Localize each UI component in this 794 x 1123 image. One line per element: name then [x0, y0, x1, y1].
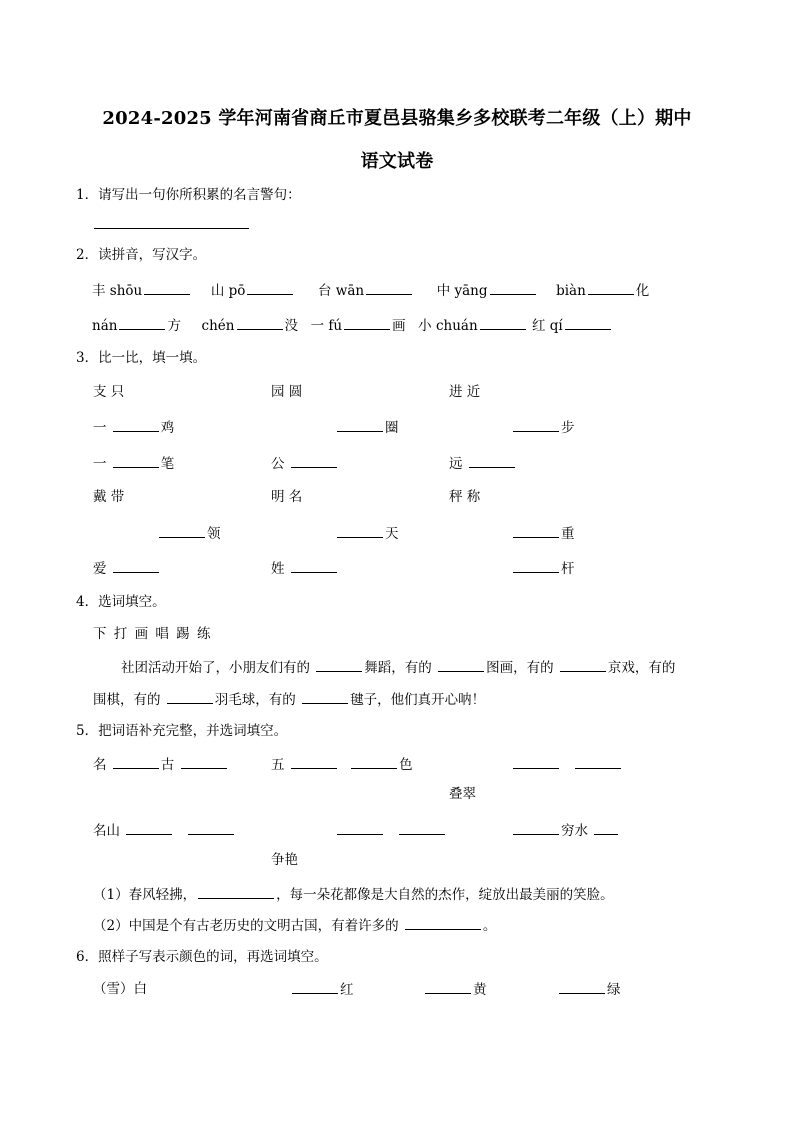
answer-blank[interactable] [469, 454, 515, 468]
pinyin-item: chén [201, 318, 235, 334]
answer-blank[interactable] [588, 281, 634, 295]
q3-pair: 秤 称 [449, 489, 481, 505]
pinyin-item: 没 [284, 318, 298, 334]
pinyin-item: 一 fú [310, 318, 343, 334]
q4-paragraph-line2: 围棋，有的 羽毛球，有的 毽子，他们真开心呐！ [93, 692, 486, 708]
answer-blank[interactable] [198, 885, 274, 899]
pinyin-item: 台 wān [318, 283, 365, 299]
q4-paragraph-line1: 社团活动开始了，小朋友们有的 舞蹈，有的 图画，有的 京戏，有的 [121, 660, 676, 676]
answer-blank[interactable] [513, 418, 559, 432]
answer-blank[interactable] [405, 916, 481, 930]
q4-word-bank: 下 打 画 唱 踢 练 [93, 626, 211, 642]
pinyin-item: 丰 shōu [92, 283, 143, 299]
pinyin-item: 化 [635, 283, 650, 299]
q3-fill: 杆 [511, 559, 575, 578]
question-6: 6．照样子写表示颜色的词，再选词填空。 [76, 949, 328, 965]
q3-pair: 支 只 [93, 384, 125, 400]
answer-blank[interactable] [337, 524, 383, 538]
answer-blank[interactable] [490, 281, 536, 295]
exam-title-line2: 语文试卷 [360, 151, 434, 172]
answer-blank[interactable] [291, 454, 337, 468]
answer-blank[interactable] [113, 418, 159, 432]
answer-blank[interactable] [113, 559, 159, 573]
question-4: 4．选词填空。 [76, 594, 166, 610]
answer-blank[interactable] [181, 755, 227, 769]
answer-blank[interactable] [366, 281, 412, 295]
q2-row-1 [92, 281, 649, 300]
q5-sentence-1: （1）春风轻拂， ，每一朵花都像是大自然的杰作，绽放出最美丽的笑脸。 [93, 887, 614, 903]
answer-blank[interactable] [565, 316, 611, 330]
q5-idiom-4: 名山 [93, 821, 236, 840]
q3-fill: 姓 [271, 559, 339, 578]
q5-idiom-3 [511, 755, 623, 774]
q3-fill: 步 [511, 418, 575, 437]
answer-blank[interactable] [167, 690, 213, 704]
q3-pair: 戴 带 [93, 489, 125, 505]
answer-blank[interactable] [316, 658, 362, 672]
question-1: 1．请写出一句你所积累的名言警句： [76, 187, 301, 203]
pinyin-item: biàn [556, 283, 586, 299]
answer-blank[interactable] [291, 755, 337, 769]
q1-answer-line[interactable] [92, 215, 251, 234]
answer-blank[interactable] [351, 755, 397, 769]
q3-fill: 重 [511, 524, 575, 543]
q5-idiom-6: 穷水 [511, 821, 620, 840]
q6-fill: 绿 [557, 980, 621, 999]
answer-blank[interactable] [337, 418, 383, 432]
q5-idiom-1: 名 古 [93, 755, 229, 774]
q3-fill: 圈 [335, 418, 399, 437]
answer-blank[interactable] [119, 316, 165, 330]
answer-blank[interactable] [302, 690, 348, 704]
answer-blank[interactable] [159, 524, 205, 538]
pinyin-item: 山 pō [210, 283, 246, 299]
q3-fill: 远 [449, 454, 517, 473]
q3-fill: 一 笔 [93, 456, 175, 472]
q5-idiom-5 [335, 821, 447, 840]
pinyin-item: 小 chuán [418, 318, 478, 334]
q6-fill: 黄 [423, 980, 487, 999]
answer-blank[interactable] [513, 559, 559, 573]
q5-idiom-suffix: 争艳 [271, 852, 298, 868]
answer-blank[interactable] [337, 821, 383, 835]
pinyin-item: nán [92, 318, 118, 334]
q3-fill: 领 [157, 524, 221, 543]
q3-fill: 爱 [93, 559, 161, 578]
answer-blank[interactable] [126, 821, 172, 835]
pinyin-item: 红 qí [531, 318, 563, 334]
answer-blank[interactable] [113, 755, 159, 769]
q5-idiom-2: 五 色 [271, 757, 413, 773]
q3-fill: 一 鸡 [93, 420, 175, 436]
answer-blank[interactable] [425, 980, 471, 994]
answer-blank[interactable] [188, 821, 234, 835]
exam-title-line1: 2024-2025 学年河南省商丘市夏邑县骆集乡多校联考二年级（上）期中 [102, 108, 692, 129]
answer-blank[interactable] [513, 821, 559, 835]
pinyin-item: 中 yāng [436, 283, 488, 299]
q6-example: （雪）白 [93, 981, 147, 997]
answer-blank[interactable] [438, 658, 484, 672]
pinyin-item: 画 [392, 318, 406, 334]
q3-fill: 公 [271, 454, 339, 473]
answer-blank[interactable] [144, 281, 190, 295]
answer-blank[interactable] [575, 755, 621, 769]
answer-blank[interactable] [399, 821, 445, 835]
answer-blank[interactable] [292, 980, 338, 994]
q3-pair: 园 圆 [271, 384, 303, 400]
answer-blank[interactable] [237, 316, 283, 330]
question-3: 3．比一比，填一填。 [76, 350, 207, 366]
answer-blank[interactable] [480, 316, 526, 330]
q2-row-2 [92, 316, 613, 335]
answer-blank[interactable] [344, 316, 390, 330]
q3-pair: 进 近 [449, 384, 481, 400]
q6-fill: 红 [290, 980, 354, 999]
answer-blank[interactable] [247, 281, 293, 295]
q3-fill: 天 [335, 524, 399, 543]
q5-sentence-2: （2）中国是个有古老历史的文明古国，有着许多的 。 [93, 918, 497, 934]
answer-blank[interactable] [559, 980, 605, 994]
answer-blank[interactable] [594, 821, 618, 835]
q3-pair: 明 名 [271, 489, 303, 505]
answer-blank[interactable] [113, 454, 159, 468]
answer-blank[interactable] [513, 755, 559, 769]
pinyin-item: 方 [167, 318, 181, 334]
answer-blank[interactable] [291, 559, 337, 573]
answer-blank[interactable] [513, 524, 559, 538]
q5-idiom-3-suffix: 叠翠 [449, 786, 476, 802]
question-2: 2．读拼音，写汉字。 [76, 247, 207, 263]
question-5: 5．把词语补充完整，并选词填空。 [76, 723, 288, 739]
answer-blank[interactable] [560, 658, 606, 672]
